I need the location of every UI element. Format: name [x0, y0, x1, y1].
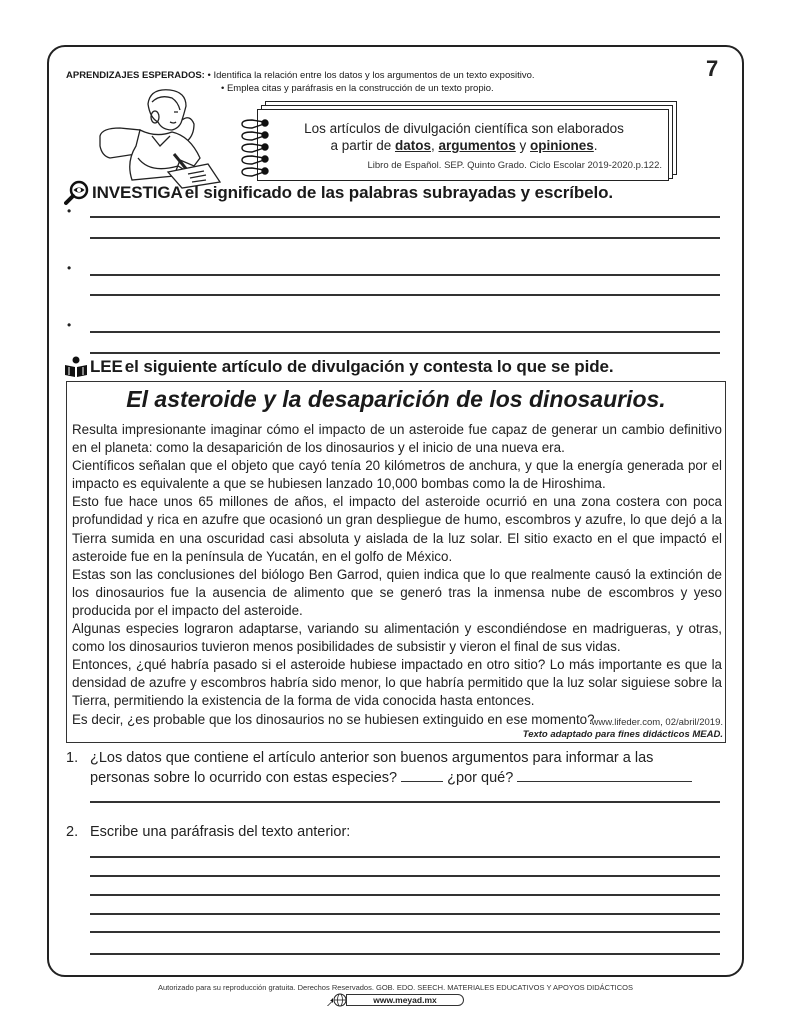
- article-box: [66, 381, 726, 743]
- lee-heading: LEE el siguiente artículo de divulgación y contesta lo que se pide.: [64, 356, 613, 378]
- answer-line[interactable]: [90, 216, 720, 218]
- answer-line[interactable]: [90, 913, 720, 915]
- article-paragraph: Esto fue hace unos 65 millones de años, el impacto del asteroide ocurrió en una zona costera con poca profundidad y rica en azufre que ocasionó un gran despliegue de humo, escombros y azufre, lo que dejó a la Tierra sumida en una oscuridad casi absoluta y aislada de la luz solar. El sitio exacto en el que impactó el asteroide fue en la península de Yucatán, en el golfo de México.: [72, 494, 722, 564]
- article-paragraph: Algunas especies lograron adaptarse, variando su alimentación y escondiéndose en madrigueras, y otras, como los dinosaurios tuvieron menos posibilidades de subsistir y vieron el final de sus vidas.: [72, 621, 722, 655]
- answer-line[interactable]: [90, 894, 720, 896]
- bullet: •: [67, 261, 72, 275]
- article-paragraph: Entonces, ¿qué habría pasado si el asteroide hubiese impactado en otro sitio? Lo más importante es que la densidad de azufre y escombros habría sido menor, lo que habría permitido que la luz solar siguiese sobre la Tierra, permitiendo la existencia de la forma de vida conocida hasta entonces.: [72, 657, 722, 709]
- article-paragraph: Es decir, ¿es probable que los dinosaurios no se hubiesen extinguido en ese momento?: [72, 711, 595, 727]
- quote-source: Libro de Español. SEP. Quinto Grado. Ciclo Escolar 2019-2020.p.122.: [367, 160, 662, 171]
- question-1: 1. ¿Los datos que contiene el artículo anterior son buenos argumentos para informar a las personas sobre lo ocurrido con estas especies? ¿por qué?: [66, 749, 726, 788]
- student-writing-illustration: [90, 84, 250, 189]
- question-2: 2. Escribe una paráfrasis del texto anterior:: [66, 824, 351, 840]
- article-paragraph: Resulta impresionante imaginar cómo el impacto de un asteroide fue capaz de generar un cambio definitivo en el planeta: como la desaparición de los dinosaurios y el inicio de una nueva era.: [72, 422, 722, 456]
- objective-item: • Identifica la relación entre los datos y los argumentos de un texto expositivo.: [207, 70, 535, 81]
- footer-rights: Autorizado para su reproducción gratuita. Derechos Reservados. GOB. EDO. SEECH. MATERIALES EDUCATIVOS Y APOYOS DIDÁCTICOS: [157, 983, 634, 992]
- answer-line[interactable]: [90, 331, 720, 333]
- article-title: El asteroide y la desaparición de los dinosaurios.: [126, 386, 666, 412]
- objective-item: • Emplea citas y paráfrasis en la construcción de un texto propio.: [221, 83, 494, 94]
- website-link[interactable]: www.meyad.mx: [326, 993, 466, 1007]
- keyword-underlined: datos: [394, 138, 431, 153]
- keyword-underlined: argumentos: [438, 138, 516, 153]
- keyword-underlined: opiniones: [530, 138, 594, 153]
- answer-line[interactable]: [90, 352, 720, 354]
- objectives-label: APRENDIZAJES ESPERADOS:: [66, 70, 205, 81]
- article-paragraph: Científicos señalan que el objeto que cayó tenía 20 kilómetros de anchura, y que la energía generada por el impacto es equivalente a que se hubiesen lanzado 10,000 bombas como la de Hiroshima.: [72, 458, 722, 492]
- quote-card: [245, 101, 681, 181]
- reader-book-icon: [64, 356, 88, 378]
- investiga-heading: INVESTIGA el significado de las palabras subrayadas y escríbelo.: [64, 180, 613, 206]
- answer-line[interactable]: [90, 953, 720, 955]
- globe-cursor-icon: [326, 993, 348, 1007]
- answer-line[interactable]: [90, 294, 720, 296]
- answer-line[interactable]: [90, 237, 720, 239]
- article-credit: Texto adaptado para fines didácticos MEAD.: [522, 729, 723, 740]
- article-source: www.lifeder.com, 02/abril/2019.: [591, 717, 723, 728]
- bullet: •: [67, 318, 72, 332]
- magnifier-eye-icon: [64, 180, 90, 206]
- quote-text: Los artículos de divulgación científica son elaborados a partir de datos, argumentos y opiniones.: [304, 121, 624, 153]
- answer-line[interactable]: [90, 801, 720, 803]
- reason-blank[interactable]: [517, 768, 692, 782]
- page-number: 7: [706, 56, 719, 81]
- yes-no-blank[interactable]: [401, 768, 443, 782]
- answer-line[interactable]: [90, 931, 720, 933]
- bullet: •: [67, 204, 72, 218]
- answer-line[interactable]: [90, 274, 720, 276]
- answer-line[interactable]: [90, 856, 720, 858]
- article-paragraph: Estas son las conclusiones del biólogo Ben Garrod, quien indica que lo que realmente causó la extinción de los dinosaurios fue la ausencia de alimento que se generó tras la inmensa nube de escombros y yeso producida por el impacto del asteroide.: [72, 566, 722, 618]
- article-body: [72, 421, 722, 729]
- answer-line[interactable]: [90, 875, 720, 877]
